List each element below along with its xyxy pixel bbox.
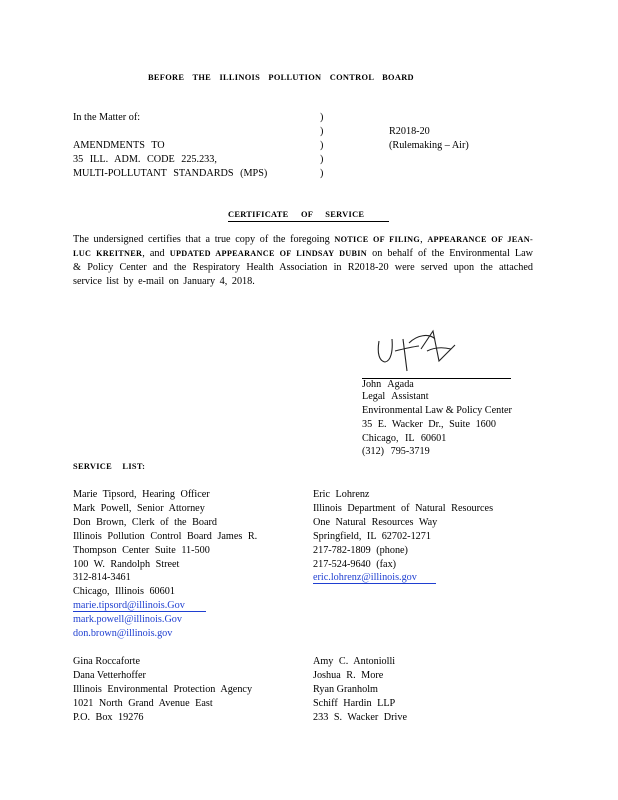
certificate-text-4: on behalf of the Environmental Law & Policy Center and the Respiratory Health Association in R2018-20 were served upon the attached service list by e-mail on January 4, 2018. (73, 248, 534, 287)
service-contact-line: Marie Tipsord, Hearing Officer (73, 489, 210, 500)
certificate-title-underline (228, 221, 389, 222)
service-contact-line: P.O. Box 19276 (73, 712, 144, 723)
service-contact-line: 312-814-3461 (73, 572, 131, 583)
service-contact-line: Joshua R. More (313, 670, 384, 681)
notice-of-filing-ref: NOTICE OF FILING (334, 235, 421, 244)
service-contact-line: 233 S. Wacker Drive (313, 712, 407, 723)
appearance-ref: APPEARANCE OF JEAN-LUC KREITNER (73, 235, 533, 258)
caption-title-line-1: AMENDMENTS TO (73, 140, 165, 151)
certificate-text-1: The undersigned certifies that a true copy of the foregoing (73, 234, 330, 245)
service-contact-line: Illinois Pollution Control Board James R. (73, 531, 258, 542)
signature-icon (373, 327, 463, 373)
email-link[interactable]: marie.tipsord@illinois.Gov (73, 600, 185, 611)
caption-title-line-2: 35 ILL. ADM. CODE 225.233, (73, 154, 217, 165)
email-link[interactable]: don.brown@illinois.gov (73, 628, 173, 639)
service-contact-line: Illinois Department of Natural Resources (313, 503, 494, 514)
service-contact-line: 217-524-9640 (fax) (313, 559, 397, 570)
in-the-matter-label: In the Matter of: (73, 112, 141, 123)
service-contact-line: Gina Roccaforte (73, 656, 141, 667)
signer-title: Legal Assistant (362, 391, 429, 402)
service-contact-line: Ryan Granholm (313, 684, 378, 695)
caption-paren: ) (320, 168, 324, 179)
signer-address-street: 35 E. Wacker Dr., Suite 1600 (362, 419, 496, 430)
caption-title-line-3: MULTI-POLLUTANT STANDARDS (MPS) (73, 168, 268, 179)
service-contact-line: Dana Vetterhoffer (73, 670, 146, 681)
certificate-text-3: , and (142, 248, 165, 259)
document-heading: BEFORE THE ILLINOIS POLLUTION CONTROL BOARD (148, 73, 414, 82)
caption-paren: ) (320, 112, 324, 123)
signer-name: John Agada (362, 379, 414, 390)
docket-number: R2018-20 (389, 126, 430, 137)
service-contact-line: Eric Lohrenz (313, 489, 370, 500)
service-contact-line: Chicago, Illinois 60601 (73, 586, 175, 597)
service-contact-line: Thompson Center Suite 11-500 (73, 545, 210, 556)
service-contact-line: Springfield, IL 62702-1271 (313, 531, 431, 542)
service-list-title: SERVICE LIST: (73, 462, 146, 471)
service-contact-line: 1021 North Grand Avenue East (73, 698, 213, 709)
email-link[interactable]: eric.lohrenz@illinois.gov (313, 572, 417, 583)
service-contact-line: Illinois Environmental Protection Agency (73, 684, 253, 695)
certificate-text-2: , (420, 234, 423, 245)
updated-appearance-ref: UPDATED APPEARANCE OF LINDSAY DUBIN (169, 249, 367, 258)
signer-organization: Environmental Law & Policy Center (362, 405, 512, 416)
email-underline (313, 583, 436, 584)
caption-paren: ) (320, 140, 324, 151)
service-contact-line: 217-782-1809 (phone) (313, 545, 408, 556)
signer-address-city: Chicago, IL 60601 (362, 433, 447, 444)
service-contact-line: Schiff Hardin LLP (313, 698, 396, 709)
certificate-paragraph (73, 233, 533, 289)
service-contact-line: Don Brown, Clerk of the Board (73, 517, 218, 528)
caption-paren: ) (320, 154, 324, 165)
docket-type: (Rulemaking – Air) (389, 140, 469, 151)
service-contact-line: Amy C. Antoniolli (313, 656, 396, 667)
email-underline (73, 611, 206, 612)
email-link[interactable]: mark.powell@illinois.Gov (73, 614, 182, 625)
signer-phone: (312) 795-3719 (362, 446, 430, 457)
certificate-title: CERTIFICATE OF SERVICE (228, 210, 365, 219)
caption-paren: ) (320, 126, 324, 137)
service-contact-line: 100 W. Randolph Street (73, 559, 180, 570)
service-contact-line: One Natural Resources Way (313, 517, 438, 528)
service-contact-line: Mark Powell, Senior Attorney (73, 503, 205, 514)
